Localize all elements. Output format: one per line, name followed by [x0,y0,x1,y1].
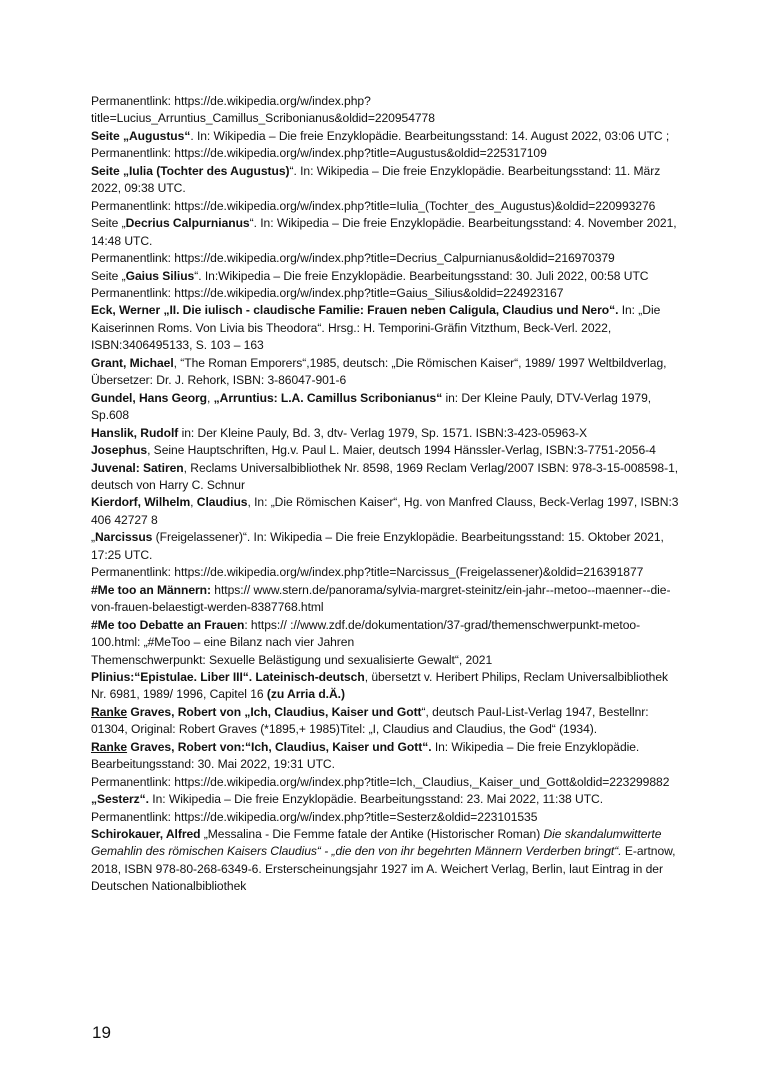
bibliography-entry [91,617,683,652]
entry-text-segment: , übersetzt v. Heribert Philips, Reclam Universalbibliothek Nr. 6981, 1989/ 1996, Capitel 16 [91,669,669,702]
entry-text-segment: in: Der Kleine Pauly, DTV-Verlag 1979, Sp.608 [91,390,652,423]
entry-text-segment: Narcissus [94,530,153,545]
bibliography-entry [91,529,683,564]
bibliography-entry [91,268,683,303]
entry-text-segment: “. In: Wikipedia – Die freie Enzyklopädie. Bearbeitungsstand: 11. März 2022, 09:38 UTC. [91,163,661,196]
bibliography-entry [91,582,683,617]
bibliography-entry [91,425,683,442]
entry-text-segment: Eck, Werner „II. Die iulisch - claudische Familie: Frauen neben Caligula, Claudius und Nero“. [91,303,619,318]
entry-text-segment: Permanentlink: https://de.wikipedia.org/w/index.php?title=Sesterz&oldid=223101535 [91,809,538,824]
entry-text-segment: (Freigelassener)“. In: Wikipedia – Die freie Enzyklopädie. Bearbeitungsstand: 15. Oktober 2021, 17:25 UTC. [91,530,664,562]
entry-text-segment: Graves, Robert von „Ich, Claudius, Kaiser und Gott [127,704,422,719]
entry-text-segment: #Me too Debatte an Frauen [91,617,245,632]
entry-text-segment: Gundel, Hans Georg [91,390,208,405]
entry-text-segment: in: Der Kleine Pauly, Bd. 3, dtv- Verlag 1979, Sp. 1571. ISBN:3-423-05963-X [178,425,588,440]
entry-text-segment: Themenschwerpunkt: Sexuelle Belästigung und sexualisierte Gewalt“, 2021 [91,652,493,667]
entry-text-segment: Ranke [91,739,128,754]
entry-text-segment: Seite „ [91,268,126,283]
entry-text-segment: , [190,495,197,510]
entry-text-segment: https:// www.stern.de/panorama/sylvia-margret-steinitz/ein-jahr--metoo--maenner--die-von-frauen-belaestigt-werden-8387768.html [91,582,671,615]
entry-text-segment: Seite „ [91,216,126,231]
entry-text-segment: Permanentlink: https://de.wikipedia.org/w/index.php?title=Iulia_(Tochter_des_Augustus)&oldid=220993276 [91,198,656,213]
entry-text-segment: , “The Roman Emporers“,1985, deutsch: „Die Römischen Kaiser“, 1989/ 1997 Weltbildverlag, Übersetzer: Dr. J. Rehork, ISBN: 3-86047-901-6 [91,355,667,388]
entry-text-segment: „ [91,530,95,545]
entry-text-segment: In: „Die Kaiserinnen Roms. Von Livia bis Theodora“. Hrsg.: H. Temporini-Gräfin Vitzthum, Beck-Verl. 2022, ISBN:3406495133, S. 103 – 163 [91,303,661,353]
entry-text-segment: , [207,390,214,405]
bibliography-entry [91,494,683,529]
bibliography-entry [91,442,683,459]
bibliography-entry [91,791,683,808]
entry-text-segment: Graves, Robert von:“Ich, Claudius, Kaiser und Gott“. [127,739,432,754]
entry-text-segment: Claudius [196,495,248,510]
entry-text-segment: Permanentlink: https://de.wikipedia.org/w/index.php?title=Decrius_Calpurnianus&oldid=216970379 [91,251,615,266]
bibliography-entry [91,163,683,198]
entry-text-segment: Gaius Silius [125,268,195,283]
entry-text-segment: “, deutsch Paul-List-Verlag 1947, Bestellnr: 01304, Original: Robert Graves (*1895,+ 1985)Titel: „I, Claudius and Claudius, the God“ (1934). [91,704,649,737]
entry-text-segment: Josephus [91,443,148,458]
bibliography-entry [91,355,683,390]
bibliography-entry [91,739,683,774]
entry-text-segment: #Me too an Männern: [91,582,211,597]
bibliography-entry [91,652,683,669]
page-number: 19 [92,1023,111,1042]
bibliography-entry [91,704,683,739]
entry-text-segment: (zu Arria d.Ä.) [266,687,345,702]
entry-text-segment: Grant, Michael [91,355,174,370]
bibliography-entry [91,215,683,250]
bibliography-entry [91,564,683,581]
entry-text-segment: Permanentlink: https://de.wikipedia.org/w/index.php?title=Ich,_Claudius,_Kaiser_und_Gott&oldid=223299882 [91,774,670,789]
entry-text-segment: Ranke [91,704,128,719]
entry-text-segment: Schirokauer, Alfred [91,827,201,842]
bibliography-entry [91,774,683,791]
bibliography-entry [91,128,683,163]
entry-text-segment: Seite „Augustus“ [91,128,191,143]
entry-text-segment: Permanentlink: https://de.wikipedia.org/w/index.php?title=Narcissus_(Freigelassener)&oldid=216391877 [91,565,644,580]
bibliography-entry [91,809,683,826]
entry-text-segment: Die skandalumwitterte Gemahlin des römischen Kaisers Claudius“ - „die den von ihr begehrten Männern Verderben bringt“. [91,827,662,859]
entry-text-segment: Plinius:“Epistulae. Liber III“. Lateinisch-deutsch [91,669,365,684]
entry-text-segment: . In: Wikipedia – Die freie Enzyklopädie. Bearbeitungsstand: 14. August 2022, 03:06 UTC ; Permanentlink: https://de.wikipedia.org/w/index.php?title=Augustus&oldid=225317109 [91,128,670,161]
entry-text-segment: “. In:Wikipedia – Die freie Enzyklopädie. Bearbeitungsstand: 30. Juli 2022, 00:58 UTC Permanentlink: https://de.wikipedia.org/w/index.php?title=Gaius_Silius&oldid=224923167 [91,268,649,300]
entry-text-segment: Juvenal: Satiren [91,460,184,475]
bibliography-list [91,93,683,896]
bibliography-entry [91,390,683,425]
bibliography-entry [91,826,683,896]
bibliography-entry [91,250,683,267]
entry-text-segment: „Sesterz“. [91,792,149,807]
entry-text-segment: Decrius Calpurnianus [125,216,250,231]
entry-text-segment: Hanslik, Rudolf [91,425,179,440]
bibliography-entry [91,93,683,128]
bibliography-entry [91,460,683,495]
entry-text-segment: E-artnow, 2018, ISBN 978-80-268-6349-6. Ersterscheinungsjahr 1927 im A. Weichert Verlag, Berlin, laut Eintrag in der Deutschen Nationalbibliothek [91,844,676,894]
bibliography-entry [91,198,683,215]
entry-text-segment: „Arruntius: L.A. Camillus Scribonianus“ [213,390,443,405]
entry-text-segment: “. In: Wikipedia – Die freie Enzyklopädie. Bearbeitungsstand: 4. November 2021, 14:48 UTC. [91,216,677,248]
entry-text-segment: , Seine Hauptschriften, Hg.v. Paul L. Maier, deutsch 1994 Hänssler-Verlag, ISBN:3-7751-2056-4 [147,443,656,458]
entry-text-segment: In: Wikipedia – Die freie Enzyklopädie. Bearbeitungsstand: 23. Mai 2022, 11:38 UTC. [148,792,604,807]
entry-text-segment: Seite „Iulia (Tochter des Augustus) [91,163,290,178]
entry-text-segment: , In: „Die Römischen Kaiser“, Hg. von Manfred Clauss, Beck-Verlag 1997, ISBN:3 406 42727 8 [91,495,679,527]
bibliography-entry [91,669,683,704]
entry-text-segment: Kierdorf, Wilhelm [91,495,191,510]
entry-text-segment: In: Wikipedia – Die freie Enzyklopädie. Bearbeitungsstand: 30. Mai 2022, 19:31 UTC. [91,739,640,772]
entry-text-segment: : https:// ://www.zdf.de/dokumentation/37-grad/themenschwerpunkt-metoo-100.html: „#MeToo – eine Bilanz nach vier Jahren [91,617,641,650]
bibliography-entry [91,302,683,354]
entry-text-segment: , Reclams Universalbibliothek Nr. 8598, 1969 Reclam Verlag/2007 ISBN: 978-3-15-008598-1, deutsch von Harry C. Schnur [91,460,679,492]
entry-text-segment: Permanentlink: https://de.wikipedia.org/w/index.php?title=Lucius_Arruntius_Camillus_Scribonianus&oldid=220954778 [91,94,435,126]
entry-text-segment: „Messalina - Die Femme fatale der Antike (Historischer Roman) [200,827,544,842]
